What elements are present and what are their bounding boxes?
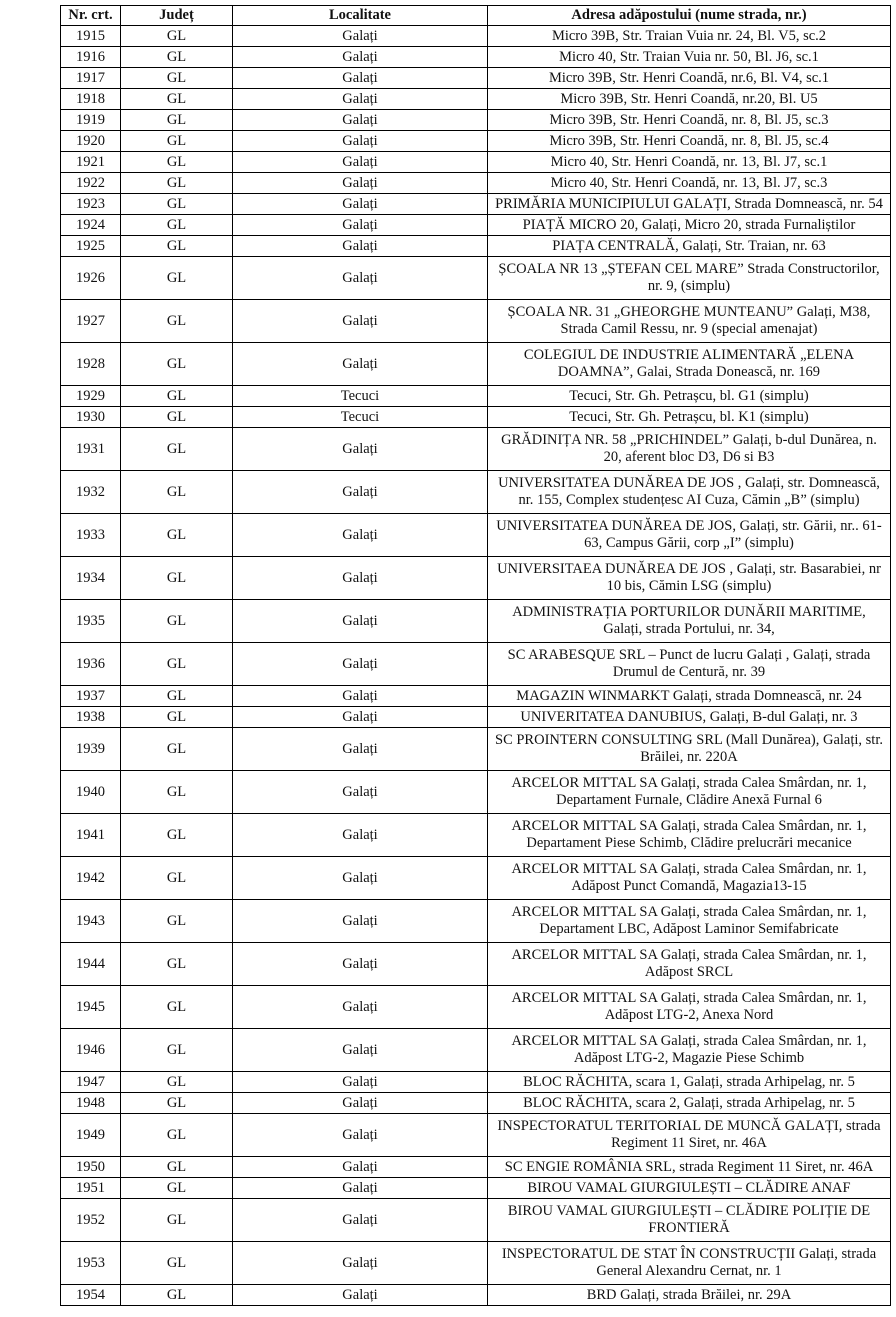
cell-localitate: Galați xyxy=(233,1242,488,1285)
cell-judet: GL xyxy=(121,343,233,386)
table-row xyxy=(61,514,891,557)
cell-nr-crt: 1932 xyxy=(61,471,121,514)
cell-judet: GL xyxy=(121,986,233,1029)
cell-adresa: ARCELOR MITTAL SA Galați, strada Calea Smârdan, nr. 1, Adăpost LTG-2, Anexa Nord xyxy=(488,986,891,1029)
cell-judet: GL xyxy=(121,814,233,857)
cell-nr-crt: 1942 xyxy=(61,857,121,900)
cell-judet: GL xyxy=(121,428,233,471)
cell-localitate: Galați xyxy=(233,131,488,152)
cell-adresa: ARCELOR MITTAL SA Galați, strada Calea Smârdan, nr. 1, Adăpost LTG-2, Magazie Piese Schimb xyxy=(488,1029,891,1072)
cell-adresa: Micro 40, Str. Henri Coandă, nr. 13, Bl. J7, sc.3 xyxy=(488,173,891,194)
cell-nr-crt: 1927 xyxy=(61,300,121,343)
cell-adresa: UNIVERSITATEA DUNĂREA DE JOS , Galați, str. Domnească, nr. 155, Complex studențesc AI Cuza, Cămin „B” (simplu) xyxy=(488,471,891,514)
table-row xyxy=(61,89,891,110)
cell-nr-crt: 1944 xyxy=(61,943,121,986)
cell-nr-crt: 1918 xyxy=(61,89,121,110)
table-row xyxy=(61,728,891,771)
cell-localitate: Galați xyxy=(233,857,488,900)
cell-adresa: Tecuci, Str. Gh. Petrașcu, bl. G1 (simplu) xyxy=(488,386,891,407)
cell-localitate: Galați xyxy=(233,152,488,173)
cell-judet: GL xyxy=(121,26,233,47)
cell-judet: GL xyxy=(121,110,233,131)
cell-adresa: SC PROINTERN CONSULTING SRL (Mall Dunărea), Galați, str. Brăilei, nr. 220A xyxy=(488,728,891,771)
cell-adresa: ARCELOR MITTAL SA Galați, strada Calea Smârdan, nr. 1, Adăpost SRCL xyxy=(488,943,891,986)
cell-judet: GL xyxy=(121,215,233,236)
cell-judet: GL xyxy=(121,131,233,152)
table-row xyxy=(61,236,891,257)
cell-nr-crt: 1954 xyxy=(61,1285,121,1306)
cell-nr-crt: 1917 xyxy=(61,68,121,89)
table-body xyxy=(61,26,891,1306)
cell-localitate: Galați xyxy=(233,986,488,1029)
cell-judet: GL xyxy=(121,557,233,600)
cell-localitate: Tecuci xyxy=(233,386,488,407)
cell-localitate: Galați xyxy=(233,514,488,557)
cell-nr-crt: 1941 xyxy=(61,814,121,857)
cell-judet: GL xyxy=(121,194,233,215)
table-row xyxy=(61,68,891,89)
cell-localitate: Galați xyxy=(233,600,488,643)
cell-adresa: BIROU VAMAL GIURGIULEȘTI – CLĂDIRE POLIȚIE DE FRONTIERĂ xyxy=(488,1199,891,1242)
cell-localitate: Galați xyxy=(233,173,488,194)
cell-nr-crt: 1920 xyxy=(61,131,121,152)
cell-localitate: Galați xyxy=(233,343,488,386)
cell-localitate: Galați xyxy=(233,1114,488,1157)
cell-adresa: Micro 39B, Str. Henri Coandă, nr.6, Bl. V4, sc.1 xyxy=(488,68,891,89)
cell-nr-crt: 1924 xyxy=(61,215,121,236)
table-row xyxy=(61,257,891,300)
table-row xyxy=(61,1199,891,1242)
cell-nr-crt: 1922 xyxy=(61,173,121,194)
cell-judet: GL xyxy=(121,900,233,943)
cell-localitate: Galați xyxy=(233,943,488,986)
table-row xyxy=(61,686,891,707)
cell-adresa: SC ARABESQUE SRL – Punct de lucru Galați , Galați, strada Drumul de Centură, nr. 39 xyxy=(488,643,891,686)
table-row xyxy=(61,173,891,194)
cell-nr-crt: 1947 xyxy=(61,1072,121,1093)
cell-judet: GL xyxy=(121,1285,233,1306)
table-row xyxy=(61,986,891,1029)
table-row xyxy=(61,428,891,471)
cell-nr-crt: 1926 xyxy=(61,257,121,300)
table-row xyxy=(61,152,891,173)
cell-nr-crt: 1934 xyxy=(61,557,121,600)
cell-nr-crt: 1940 xyxy=(61,771,121,814)
cell-judet: GL xyxy=(121,1242,233,1285)
table-row xyxy=(61,643,891,686)
cell-adresa: BLOC RĂCHITA, scara 1, Galați, strada Arhipelag, nr. 5 xyxy=(488,1072,891,1093)
cell-adresa: Micro 40, Str. Traian Vuia nr. 50, Bl. J6, sc.1 xyxy=(488,47,891,68)
cell-adresa: PRIMĂRIA MUNICIPIULUI GALAȚI, Strada Domnească, nr. 54 xyxy=(488,194,891,215)
cell-localitate: Galați xyxy=(233,1285,488,1306)
cell-judet: GL xyxy=(121,857,233,900)
header-nr-crt: Nr. crt. xyxy=(61,6,121,26)
table-row xyxy=(61,407,891,428)
cell-judet: GL xyxy=(121,173,233,194)
table-row xyxy=(61,300,891,343)
cell-adresa: MAGAZIN WINMARKT Galați, strada Domnească, nr. 24 xyxy=(488,686,891,707)
cell-adresa: Micro 39B, Str. Traian Vuia nr. 24, Bl. V5, sc.2 xyxy=(488,26,891,47)
cell-adresa: INSPECTORATUL TERITORIAL DE MUNCĂ GALAȚI, strada Regiment 11 Siret, nr. 46A xyxy=(488,1114,891,1157)
cell-nr-crt: 1915 xyxy=(61,26,121,47)
cell-nr-crt: 1948 xyxy=(61,1093,121,1114)
cell-localitate: Galați xyxy=(233,47,488,68)
cell-adresa: ȘCOALA NR. 31 „GHEORGHE MUNTEANU” Galați, M38, Strada Camil Ressu, nr. 9 (special amenajat) xyxy=(488,300,891,343)
cell-nr-crt: 1949 xyxy=(61,1114,121,1157)
cell-judet: GL xyxy=(121,600,233,643)
cell-judet: GL xyxy=(121,257,233,300)
table-row xyxy=(61,26,891,47)
cell-judet: GL xyxy=(121,386,233,407)
cell-adresa: ARCELOR MITTAL SA Galați, strada Calea Smârdan, nr. 1, Departament Furnale, Clădire Anexă Furnal 6 xyxy=(488,771,891,814)
cell-localitate: Galați xyxy=(233,89,488,110)
cell-judet: GL xyxy=(121,407,233,428)
table-row xyxy=(61,1157,891,1178)
cell-localitate: Galați xyxy=(233,814,488,857)
table-row xyxy=(61,47,891,68)
cell-adresa: COLEGIUL DE INDUSTRIE ALIMENTARĂ „ELENA DOAMNA”, Galai, Strada Donească, nr. 169 xyxy=(488,343,891,386)
cell-nr-crt: 1945 xyxy=(61,986,121,1029)
cell-judet: GL xyxy=(121,1072,233,1093)
cell-judet: GL xyxy=(121,471,233,514)
cell-localitate: Galați xyxy=(233,643,488,686)
cell-judet: GL xyxy=(121,300,233,343)
cell-nr-crt: 1929 xyxy=(61,386,121,407)
cell-judet: GL xyxy=(121,1157,233,1178)
cell-judet: GL xyxy=(121,236,233,257)
cell-nr-crt: 1946 xyxy=(61,1029,121,1072)
cell-judet: GL xyxy=(121,728,233,771)
cell-localitate: Galați xyxy=(233,236,488,257)
table-row xyxy=(61,1285,891,1306)
cell-judet: GL xyxy=(121,1029,233,1072)
header-adresa: Adresa adăpostului (nume strada, nr.) xyxy=(488,6,891,26)
cell-adresa: PIAȚĂ MICRO 20, Galați, Micro 20, strada Furnaliștilor xyxy=(488,215,891,236)
table-row xyxy=(61,1242,891,1285)
table-row xyxy=(61,943,891,986)
table-row xyxy=(61,386,891,407)
cell-judet: GL xyxy=(121,707,233,728)
header-judet: Județ xyxy=(121,6,233,26)
cell-localitate: Galați xyxy=(233,1072,488,1093)
table-row xyxy=(61,1072,891,1093)
cell-nr-crt: 1950 xyxy=(61,1157,121,1178)
cell-judet: GL xyxy=(121,68,233,89)
cell-judet: GL xyxy=(121,771,233,814)
cell-judet: GL xyxy=(121,514,233,557)
cell-localitate: Galați xyxy=(233,728,488,771)
cell-adresa: PIAȚA CENTRALĂ, Galați, Str. Traian, nr. 63 xyxy=(488,236,891,257)
cell-nr-crt: 1916 xyxy=(61,47,121,68)
cell-localitate: Galați xyxy=(233,1157,488,1178)
cell-nr-crt: 1933 xyxy=(61,514,121,557)
table-row xyxy=(61,771,891,814)
cell-judet: GL xyxy=(121,152,233,173)
cell-adresa: BLOC RĂCHITA, scara 2, Galați, strada Arhipelag, nr. 5 xyxy=(488,1093,891,1114)
cell-localitate: Galați xyxy=(233,1093,488,1114)
cell-judet: GL xyxy=(121,943,233,986)
cell-nr-crt: 1952 xyxy=(61,1199,121,1242)
cell-nr-crt: 1925 xyxy=(61,236,121,257)
cell-adresa: ADMINISTRAȚIA PORTURILOR DUNĂRII MARITIME, Galați, strada Portului, nr. 34, xyxy=(488,600,891,643)
cell-judet: GL xyxy=(121,1114,233,1157)
cell-nr-crt: 1930 xyxy=(61,407,121,428)
cell-localitate: Galați xyxy=(233,707,488,728)
cell-adresa: ARCELOR MITTAL SA Galați, strada Calea Smârdan, nr. 1, Adăpost Punct Comandă, Magazia13-15 xyxy=(488,857,891,900)
cell-localitate: Galați xyxy=(233,900,488,943)
table-row xyxy=(61,131,891,152)
cell-nr-crt: 1943 xyxy=(61,900,121,943)
cell-adresa: BRD Galați, strada Brăilei, nr. 29A xyxy=(488,1285,891,1306)
cell-adresa: UNIVERSITATEA DUNĂREA DE JOS, Galați, str. Gării, nr.. 61-63, Campus Gării, corp „I” (simplu) xyxy=(488,514,891,557)
table-header xyxy=(61,6,891,26)
cell-adresa: BIROU VAMAL GIURGIULEȘTI – CLĂDIRE ANAF xyxy=(488,1178,891,1199)
cell-judet: GL xyxy=(121,686,233,707)
table-row xyxy=(61,110,891,131)
cell-localitate: Galați xyxy=(233,428,488,471)
cell-localitate: Galați xyxy=(233,771,488,814)
cell-adresa: UNIVERSITAEA DUNĂREA DE JOS , Galați, str. Basarabiei, nr 10 bis, Cămin LSG (simplu) xyxy=(488,557,891,600)
cell-adresa: ARCELOR MITTAL SA Galați, strada Calea Smârdan, nr. 1, Departament Piese Schimb, Clădire prelucrări mecanice xyxy=(488,814,891,857)
cell-localitate: Galați xyxy=(233,68,488,89)
cell-localitate: Galați xyxy=(233,257,488,300)
cell-nr-crt: 1935 xyxy=(61,600,121,643)
cell-judet: GL xyxy=(121,47,233,68)
cell-nr-crt: 1931 xyxy=(61,428,121,471)
cell-localitate: Galați xyxy=(233,686,488,707)
table-row xyxy=(61,600,891,643)
table-row xyxy=(61,814,891,857)
cell-localitate: Galați xyxy=(233,1178,488,1199)
table-row xyxy=(61,1178,891,1199)
cell-nr-crt: 1939 xyxy=(61,728,121,771)
cell-adresa: Micro 39B, Str. Henri Coandă, nr. 8, Bl. J5, sc.3 xyxy=(488,110,891,131)
table-row xyxy=(61,1093,891,1114)
shelter-table xyxy=(60,5,891,1306)
cell-localitate: Galați xyxy=(233,300,488,343)
cell-localitate: Tecuci xyxy=(233,407,488,428)
cell-localitate: Galați xyxy=(233,194,488,215)
cell-localitate: Galați xyxy=(233,1199,488,1242)
cell-judet: GL xyxy=(121,89,233,110)
table-row xyxy=(61,1029,891,1072)
cell-nr-crt: 1936 xyxy=(61,643,121,686)
cell-nr-crt: 1919 xyxy=(61,110,121,131)
table-row xyxy=(61,557,891,600)
cell-nr-crt: 1921 xyxy=(61,152,121,173)
cell-localitate: Galați xyxy=(233,557,488,600)
header-localitate: Localitate xyxy=(233,6,488,26)
cell-localitate: Galați xyxy=(233,215,488,236)
table-row xyxy=(61,900,891,943)
cell-nr-crt: 1923 xyxy=(61,194,121,215)
cell-adresa: ȘCOALA NR 13 „ȘTEFAN CEL MARE” Strada Constructorilor, nr. 9, (simplu) xyxy=(488,257,891,300)
table-row xyxy=(61,215,891,236)
table-row xyxy=(61,471,891,514)
cell-judet: GL xyxy=(121,1199,233,1242)
cell-adresa: SC ENGIE ROMÂNIA SRL, strada Regiment 11 Siret, nr. 46A xyxy=(488,1157,891,1178)
cell-adresa: Micro 39B, Str. Henri Coandă, nr.20, Bl. U5 xyxy=(488,89,891,110)
table-row xyxy=(61,1114,891,1157)
cell-localitate: Galați xyxy=(233,471,488,514)
table-row xyxy=(61,857,891,900)
cell-localitate: Galați xyxy=(233,110,488,131)
cell-nr-crt: 1938 xyxy=(61,707,121,728)
cell-adresa: GRĂDINIȚA NR. 58 „PRICHINDEL” Galați, b-dul Dunărea, n. 20, aferent bloc D3, D6 si B3 xyxy=(488,428,891,471)
cell-adresa: Tecuci, Str. Gh. Petrașcu, bl. K1 (simplu) xyxy=(488,407,891,428)
cell-judet: GL xyxy=(121,1093,233,1114)
table-row xyxy=(61,343,891,386)
table-row xyxy=(61,194,891,215)
cell-adresa: Micro 39B, Str. Henri Coandă, nr. 8, Bl. J5, sc.4 xyxy=(488,131,891,152)
cell-localitate: Galați xyxy=(233,1029,488,1072)
cell-nr-crt: 1928 xyxy=(61,343,121,386)
table-row xyxy=(61,707,891,728)
cell-adresa: ARCELOR MITTAL SA Galați, strada Calea Smârdan, nr. 1, Departament LBC, Adăpost Laminor Semifabricate xyxy=(488,900,891,943)
cell-nr-crt: 1937 xyxy=(61,686,121,707)
header-row xyxy=(61,6,891,26)
cell-nr-crt: 1951 xyxy=(61,1178,121,1199)
cell-localitate: Galați xyxy=(233,26,488,47)
cell-adresa: Micro 40, Str. Henri Coandă, nr. 13, Bl. J7, sc.1 xyxy=(488,152,891,173)
cell-adresa: INSPECTORATUL DE STAT ÎN CONSTRUCȚII Galați, strada General Alexandru Cernat, nr. 1 xyxy=(488,1242,891,1285)
cell-nr-crt: 1953 xyxy=(61,1242,121,1285)
cell-adresa: UNIVERITATEA DANUBIUS, Galați, B-dul Galați, nr. 3 xyxy=(488,707,891,728)
cell-judet: GL xyxy=(121,643,233,686)
cell-judet: GL xyxy=(121,1178,233,1199)
